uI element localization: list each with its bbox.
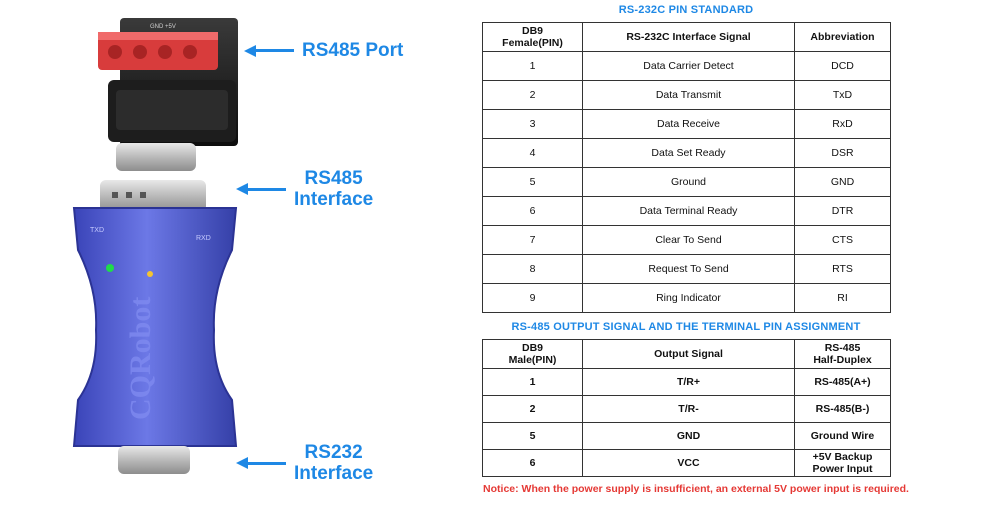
table-cell: 2 bbox=[483, 81, 583, 110]
rs485-table-title: RS-485 OUTPUT SIGNAL AND THE TERMINAL PIN ASSIGNMENT bbox=[511, 321, 861, 333]
rs232-pin-table bbox=[482, 22, 891, 313]
table-cell: RI bbox=[795, 284, 891, 313]
table-cell: RTS bbox=[795, 255, 891, 284]
product-image bbox=[0, 0, 470, 500]
table-cell: 9 bbox=[483, 284, 583, 313]
table-cell: 3 bbox=[483, 110, 583, 139]
rs485-port-label: RS485 Port bbox=[302, 40, 404, 61]
header-db9-male: DB9 Male(PIN) bbox=[483, 340, 583, 369]
rs485-terminal-module bbox=[98, 18, 238, 171]
table-cell: Data Carrier Detect bbox=[583, 52, 795, 81]
table-row bbox=[483, 423, 891, 450]
table-cell: 6 bbox=[483, 450, 583, 477]
table-cell: RS-485(B-) bbox=[795, 396, 891, 423]
table-row bbox=[483, 52, 891, 81]
table-cell: CTS bbox=[795, 226, 891, 255]
table-cell: Clear To Send bbox=[583, 226, 795, 255]
table-cell: RS-485(A+) bbox=[795, 369, 891, 396]
header-db9-female: DB9 Female(PIN) bbox=[483, 23, 583, 52]
power-led-icon bbox=[106, 264, 114, 272]
table-cell: T/R- bbox=[583, 396, 795, 423]
table-cell: 5 bbox=[483, 168, 583, 197]
rs232-converter-body bbox=[74, 180, 236, 474]
table-cell: 2 bbox=[483, 396, 583, 423]
rs232-interface-callout bbox=[236, 442, 373, 484]
table-row bbox=[483, 284, 891, 313]
table-cell: VCC bbox=[583, 450, 795, 477]
table-row bbox=[483, 255, 891, 284]
svg-text:TXD: TXD bbox=[90, 227, 104, 234]
table-cell: 7 bbox=[483, 226, 583, 255]
table-cell: 5 bbox=[483, 423, 583, 450]
table-row bbox=[483, 450, 891, 477]
table-cell: Data Receive bbox=[583, 110, 795, 139]
svg-text:RXD: RXD bbox=[196, 235, 211, 242]
table-cell: DTR bbox=[795, 197, 891, 226]
table-header-row bbox=[483, 340, 891, 369]
table-cell: Ground bbox=[583, 168, 795, 197]
table-row bbox=[483, 197, 891, 226]
arrow-left-icon bbox=[236, 183, 248, 195]
table-cell: 8 bbox=[483, 255, 583, 284]
rs485-pin-table bbox=[482, 339, 891, 477]
header-output-signal: Output Signal bbox=[583, 340, 795, 369]
table-header-row bbox=[483, 23, 891, 52]
table-cell: Request To Send bbox=[583, 255, 795, 284]
table-cell: 4 bbox=[483, 139, 583, 168]
table-cell: 1 bbox=[483, 52, 583, 81]
table-cell: +5V Backup Power Input bbox=[795, 450, 891, 477]
rs485-interface-callout bbox=[236, 168, 373, 210]
table-cell: T/R+ bbox=[583, 369, 795, 396]
table-cell: Data Terminal Ready bbox=[583, 197, 795, 226]
table-row bbox=[483, 139, 891, 168]
rs232-table-title: RS-232C PIN STANDARD bbox=[618, 4, 754, 16]
table-row bbox=[483, 168, 891, 197]
table-cell: Data Transmit bbox=[583, 81, 795, 110]
table-cell: Ground Wire bbox=[795, 423, 891, 450]
table-cell: RxD bbox=[795, 110, 891, 139]
table-row bbox=[483, 396, 891, 423]
table-row bbox=[483, 110, 891, 139]
header-interface-signal: RS-232C Interface Signal bbox=[583, 23, 795, 52]
table-cell: GND bbox=[583, 423, 795, 450]
table-cell: TxD bbox=[795, 81, 891, 110]
header-abbreviation: Abbreviation bbox=[795, 23, 891, 52]
table-row bbox=[483, 369, 891, 396]
table-cell: DCD bbox=[795, 52, 891, 81]
rs485-interface-label: RS485 Interface bbox=[294, 168, 374, 210]
rs485-converter-illustration bbox=[0, 0, 470, 500]
terminal-label-text: GND +5V bbox=[150, 24, 176, 30]
table-cell: 1 bbox=[483, 369, 583, 396]
table-row bbox=[483, 81, 891, 110]
header-half-duplex: RS-485 Half-Duplex bbox=[795, 340, 891, 369]
arrow-left-icon bbox=[236, 457, 248, 469]
rs232-interface-label: RS232 Interface bbox=[294, 442, 374, 484]
table-cell: Data Set Ready bbox=[583, 139, 795, 168]
table-cell: 6 bbox=[483, 197, 583, 226]
data-led-icon bbox=[147, 271, 153, 277]
arrow-left-icon bbox=[244, 45, 256, 57]
rs485-port-callout bbox=[244, 40, 403, 61]
table-cell: GND bbox=[795, 168, 891, 197]
brand-logo: CQRobot bbox=[124, 296, 157, 420]
table-row bbox=[483, 226, 891, 255]
table-cell: DSR bbox=[795, 139, 891, 168]
power-notice: Notice: When the power supply is insufficient, an external 5V power input is required. bbox=[483, 483, 909, 495]
table-cell: Ring Indicator bbox=[583, 284, 795, 313]
